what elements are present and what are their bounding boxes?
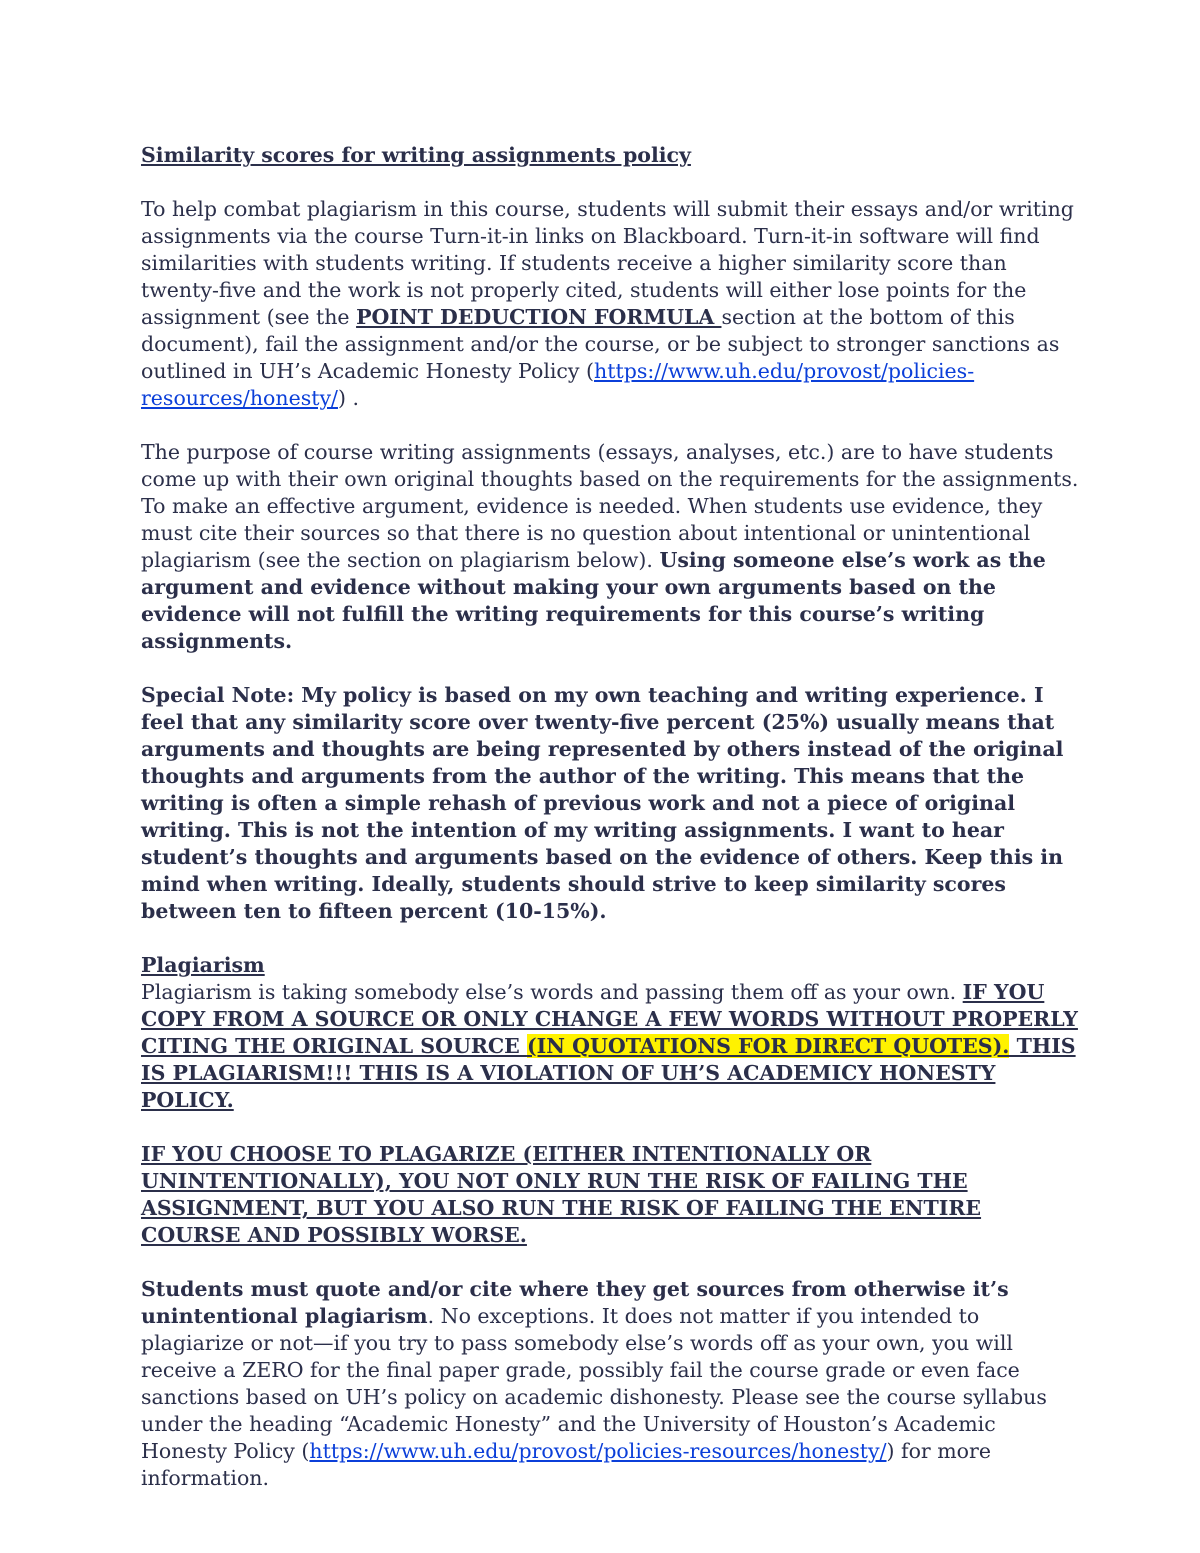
highlighted-warning: (IN QUOTATIONS FOR DIRECT QUOTES). [526,1034,1010,1058]
paragraph-text: section at the bottom of this document), fail the assignment and/or the course, or be subject to stronger sanctions as outlined in UH’s Academic Honesty Policy ( [141,305,1060,383]
document-title: Similarity scores for writing assignments policy [141,143,691,167]
paragraph-students-must-cite [141,1276,1080,1492]
paragraph-text: To help combat plagiarism in this course, students will submit their essays and/or writing assignments via the course Turn-it-in links on Blackboard. Turn-it-in software will find similarities with students writing. If students receive a higher similarity score than twenty-five and the work is not properly cited, students will either lose points for the assignment (see the [141,197,1074,329]
bold-statement: Using someone else’s work as the argument and evidence without making your own arguments based on the evidence will not fulfill the writing requirements for this course’s writing assignments. [141,548,1046,653]
paragraph-purpose [141,439,1080,655]
plagiarize-warning-paragraph: IF YOU CHOOSE TO PLAGARIZE (EITHER INTENTIONALLY OR UNINTENTIONALLY), YOU NOT ONLY RUN THE RISK OF FAILING THE ASSIGNMENT, BUT YOU ALSO RUN THE RISK OF FAILING THE ENTIRE COURSE AND POSSIBLY WORSE. [141,1142,982,1247]
warning-text: IF YOU COPY FROM A SOURCE OR ONLY CHANGE A FEW WORDS WITHOUT PROPERLY CITING THE ORIGINAL SOURCE [141,980,1078,1058]
paragraph-text: ) for more information. [141,1439,991,1490]
point-deduction-formula-reference: POINT DEDUCTION FORMULA [356,305,722,329]
honesty-policy-link[interactable]: https://www.uh.edu/provost/policies-resources/honesty/ [309,1439,887,1463]
plagiarism-heading: Plagiarism [141,953,265,977]
paragraph-text: . No exceptions. It does not matter if you intended to plagiarize or not—if you try to pass somebody else’s words off as your own, you will receive a ZERO for the final paper grade, possibly fail the course grade or even face sanctions based on UH’s policy on academic dishonesty. Please see the course syllabus under the heading “Academic Honesty” and the University of Houston’s Academic Honesty Policy ( [141,1304,1047,1463]
paragraph-text: The purpose of course writing assignments (essays, analyses, etc.) are to have students come up with their own original thoughts based on the requirements for the assignments. To make an effective argument, evidence is needed. When students use evidence, they must cite their sources so that there is no question about intentional or unintentional plagiarism (see the section on plagiarism below). [141,440,1079,572]
special-note-paragraph: Special Note: My policy is based on my own teaching and writing experience. I feel that any similarity score over twenty-five percent (25%) usually means that arguments and thoughts are being represented by others instead of the original thoughts and arguments from the author of the writing. This means that the writing is often a simple rehash of previous work and not a piece of original writing. This is not the intention of my writing assignments. I want to hear student’s thoughts and arguments based on the evidence of others. Keep this in mind when writing. Ideally, students should strive to keep similarity scores between ten to fifteen percent (10-15%). [141,683,1064,923]
paragraph-text: Plagiarism is taking somebody else’s words and passing them off as your own. [141,980,963,1004]
paragraph-turnitin [141,196,1080,412]
paragraph-text: ) . [337,386,359,410]
bold-statement: Students must quote and/or cite where they get sources from otherwise it’s unintentional plagiarism [141,1277,1009,1328]
warning-text: THIS IS PLAGIARISM!!! THIS IS A VIOLATION OF UH’S ACADEMICY HONESTY POLICY. [141,1034,1076,1112]
plagiarism-section [141,952,1080,1114]
honesty-policy-link[interactable]: https://www.uh.edu/provost/policies-resources/honesty/ [141,359,975,410]
